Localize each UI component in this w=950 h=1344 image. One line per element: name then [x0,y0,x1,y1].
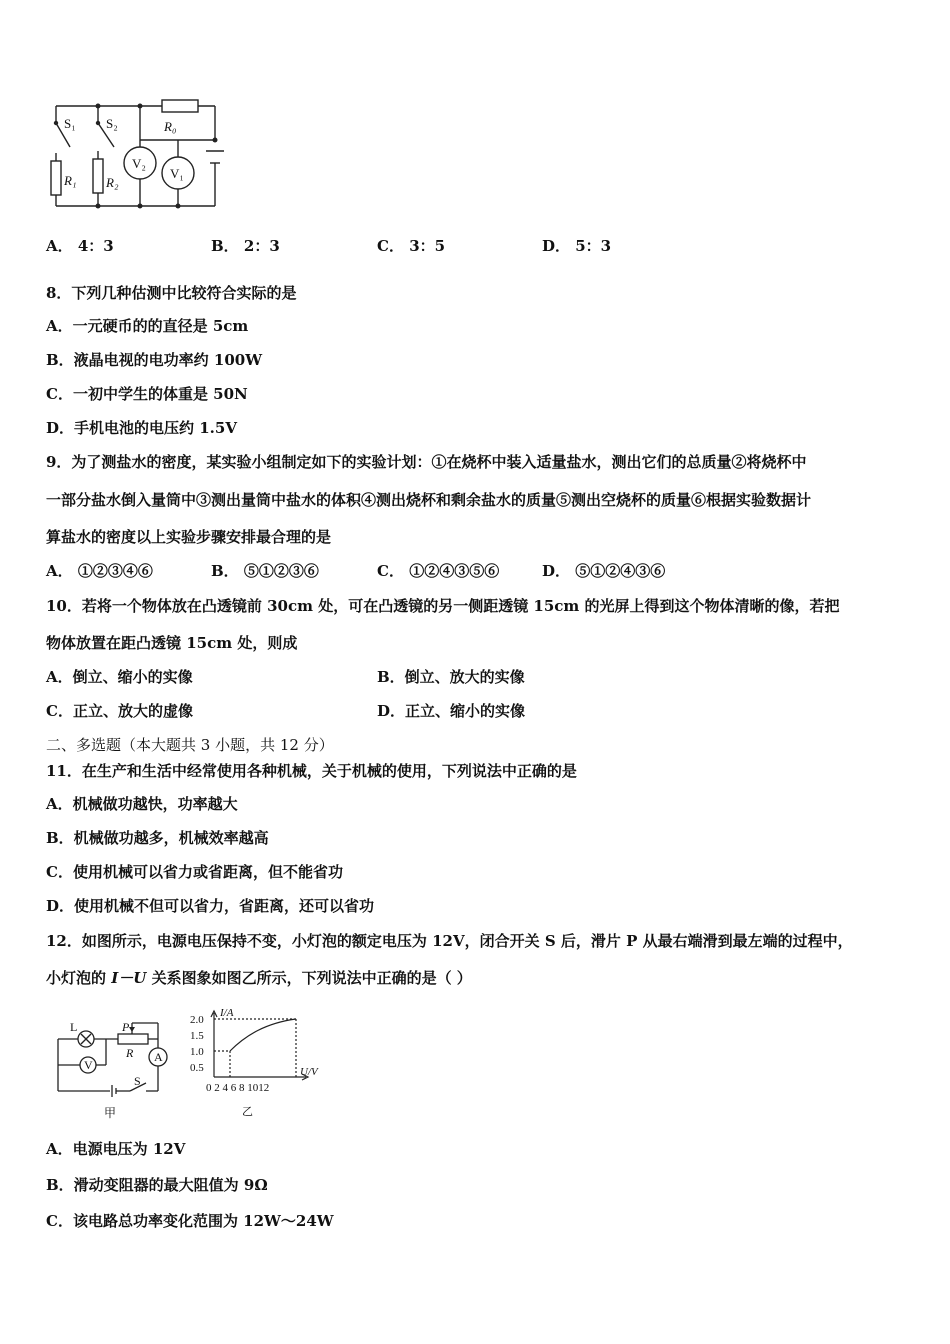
q11-stem: 11．在生产和生活中经常使用各种机械，关于机械的使用，下列说法中正确的是 [46,762,577,780]
switch-label: S [134,1074,141,1088]
q9-stem-line-3: 算盐水的密度以上实验步骤安排最合理的是 [46,528,332,546]
q10-option-b[interactable]: B．倒立、放大的实像 [377,668,525,686]
q12-option-c[interactable]: C．该电路总功率变化范围为 12W～24W [46,1212,334,1230]
q9-option-b[interactable]: B． ⑤①②③⑥ [211,562,319,580]
q8-option-c[interactable]: C．一初中学生的体重是 50N [46,385,248,403]
r0-label: R₀ [164,119,177,134]
v2-label: V₂ [132,156,146,171]
q7-option-a[interactable]: A． 4：3 [46,237,114,255]
graph-caption: 乙 [242,1106,253,1118]
q12-iu-variable: I－U [111,969,147,987]
ytick-label: 1.0 [190,1046,204,1058]
q10-stem-line-2: 物体放置在距凸透镜 15cm 处，则成 [46,634,298,652]
lamp-label: L [70,1020,78,1034]
slider-label: P [122,1020,130,1034]
graph-ylabel: I/A [220,1007,234,1019]
ytick-label: 1.5 [190,1030,204,1042]
q11-option-a[interactable]: A．机械做功越快，功率越大 [46,795,238,813]
q7-option-d[interactable]: D． 5：3 [542,237,612,255]
q8-stem: 8．下列几种估测中比较符合实际的是 [46,284,297,302]
q11-option-c[interactable]: C．使用机械可以省力或省距离，但不能省功 [46,863,343,881]
q11-option-d[interactable]: D．使用机械不但可以省力，省距离，还可以省功 [46,897,375,915]
iu-graph [186,1005,336,1123]
circuit-caption: 甲 [104,1106,117,1120]
q8-option-a[interactable]: A．一元硬币的的直径是 5cm [46,317,249,335]
q7-option-c[interactable]: C． 3：5 [377,237,446,255]
voltmeter-label: V [84,1058,93,1072]
ytick-label: 2.0 [190,1014,204,1026]
circuit-diagram-2 [50,1015,180,1125]
q9-option-d[interactable]: D． ⑤①②④③⑥ [542,562,666,580]
q10-option-a[interactable]: A．倒立、缩小的实像 [46,668,193,686]
xtick-labels: 0 2 4 6 8 1012 [206,1082,270,1094]
q12-stem-line-2: 小灯泡的 I－U 关系图象如图乙所示，下列说法中正确的是（ ） [46,969,472,987]
q12-option-b[interactable]: B．滑动变阻器的最大阻值为 9Ω [46,1176,268,1194]
section-heading-multiple-choice: 二、多选题（本大题共 3 小题，共 12 分） [46,736,334,754]
q12-option-a[interactable]: A．电源电压为 12V [46,1140,186,1158]
rheostat-label: R [126,1046,134,1060]
v1-label: V₁ [170,166,184,181]
q12-stem-line-1: 12．如图所示，电源电压保持不变，小灯泡的额定电压为 12V，闭合开关 S 后，滑片 P 从最右端滑到最左端的过程中， [46,932,853,950]
ammeter-label: A [154,1050,163,1064]
q10-option-c[interactable]: C．正立、放大的虚像 [46,702,193,720]
q8-option-d[interactable]: D．手机电池的电压约 1.5V [46,419,237,437]
q8-option-b[interactable]: B．液晶电视的电功率约 100W [46,351,263,369]
q7-option-b[interactable]: B． 2：3 [211,237,280,255]
s2-label: S₂ [106,116,118,131]
graph-xlabel: U/V [300,1066,318,1078]
q11-option-b[interactable]: B．机械做功越多，机械效率越高 [46,829,269,847]
q9-option-a[interactable]: A． ①②③④⑥ [46,562,153,580]
r2-label: R₂ [106,175,119,190]
q10-option-d[interactable]: D．正立、缩小的实像 [377,702,526,720]
s1-label: S₁ [64,116,76,131]
q9-stem-line-2: 一部分盐水倒入量筒中③测出量筒中盐水的体积④测出烧杯和剩余盐水的质量⑤测出空烧杯的质量⑥根据实验数据计 [46,491,812,509]
q9-stem-line-1: 9．为了测盐水的密度，某实验小组制定如下的实验计划：①在烧杯中装入适量盐水，测出它们的总质量②将烧杯中 [46,453,807,471]
circuit-diagram-1 [40,95,230,220]
ytick-label: 0.5 [190,1062,204,1074]
q10-stem-line-1: 10．若将一个物体放在凸透镜前 30cm 处，可在凸透镜的另一侧距透镜 15cm 的光屏上得到这个物体清晰的像，若把 [46,597,840,615]
q9-option-c[interactable]: C． ①②④③⑤⑥ [377,562,500,580]
r1-label: R₁ [64,173,77,188]
